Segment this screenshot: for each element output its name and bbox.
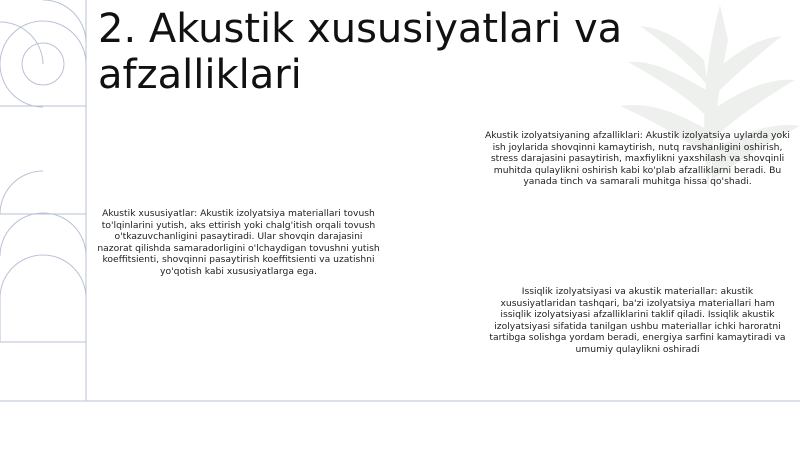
thermal-acoustic-paragraph: Issiqlik izolyatsiyasi va akustik materiallar: akustik xususiyatlaridan tashqari, ba'zi izolyatsiya materiallari ham issiqlik izolyatsiyasi afzalliklarini taklif qiladi. Issiqlik akustik izolyatsiyasi sifatida tanilgan ushbu materiallar ichki haroratni tartibga solishga yordam beradi, energiya sarfini kamaytiradi va umumiy qulaylikni oshiradi	[489, 286, 786, 355]
acoustic-features-paragraph: Akustik xususiyatlar: Akustik izolyatsiya materiallari tovush to'lqinlarini yutish, aks ettirish yoki chalg'itish orqali tovush o'tkazuvchanligini pasaytiradi. Ular shovqin darajasini nazorat qilishda samaradorligini o'lchaydigan tovushni yutish koeffitsienti, shovqinni pasaytirish koeffitsienti va uzatishni yo'qotish kabi xususiyatlarga ega.	[97, 208, 380, 277]
acoustic-advantages-paragraph: Akustik izolyatsiyaning afzalliklari: Akustik izolyatsiya uylarda yoki ish joylarida shovqinni kamaytirish, nutq ravshanligini oshirish, stress darajasini pasaytirish, maxfiylikni yaxshilash va shovqinli muhitda qulaylikni oshirish kabi ko'plab afzalliklarni beradi. Bu yanada tinch va samarali muhitga hissa qo'shadi.	[485, 130, 790, 188]
slide-title: 2. Akustik xususiyatlari va afzalliklari	[98, 6, 623, 98]
